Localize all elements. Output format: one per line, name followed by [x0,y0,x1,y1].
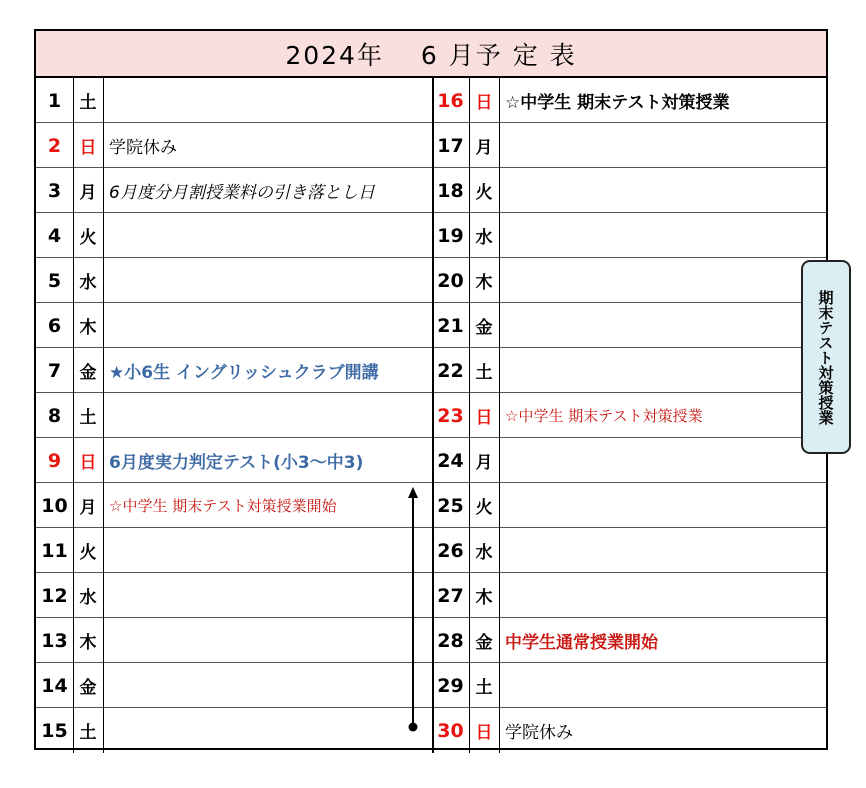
day-number: 5 [47,269,62,292]
event-text [499,573,826,618]
weekday-label: 土 [475,363,493,383]
row-divider [36,347,826,348]
day-number: 2 [47,134,62,157]
weekday-label: 木 [79,318,97,338]
day-number: 9 [47,449,62,472]
weekday-label: 土 [79,408,97,428]
calendar-row-18 [36,168,826,213]
day-number: 23 [437,404,464,427]
event-text [499,123,826,168]
event-text: 中学生通常授業開始 [505,633,658,653]
weekday-label: 土 [475,678,493,698]
calendar-row-28 [36,618,826,663]
weekday-label: 月 [79,498,97,518]
row-divider [36,617,826,618]
row-divider [36,122,826,123]
weekday-label: 金 [475,633,493,653]
day-number: 30 [437,719,464,742]
calendar-row-30 [36,708,826,753]
calendar-row-16 [36,78,826,123]
event-text: 6月度分月割授業料の引き落とし日 [109,183,375,203]
day-number: 8 [47,404,62,427]
row-divider [36,527,826,528]
day-number: 11 [41,539,68,562]
calendar-row-29 [36,663,826,708]
day-number: 3 [47,179,62,202]
column-divider [73,78,74,753]
weekday-label: 火 [475,498,493,518]
event-text [499,483,826,528]
day-number: 16 [437,89,464,112]
day-number: 14 [41,674,68,697]
calendar-row-21 [36,303,826,348]
weekday-label: 水 [79,273,97,293]
weekday-label: 月 [475,138,493,158]
arrow-end-dot [409,723,418,732]
day-number: 4 [47,224,62,247]
row-divider [36,167,826,168]
schedule-sheet [34,29,835,750]
day-number: 26 [437,539,464,562]
weekday-label: 水 [475,228,493,248]
day-number: 27 [437,584,464,607]
calendar-row-24 [36,438,826,483]
row-divider [36,662,826,663]
day-number: 10 [41,494,68,517]
event-text [499,168,826,213]
weekday-label: 日 [79,453,97,473]
weekday-label: 月 [79,183,97,203]
day-number: 21 [437,314,464,337]
weekday-label: 水 [475,543,493,563]
day-number: 7 [47,359,62,382]
row-divider [36,437,826,438]
day-number: 24 [437,449,464,472]
day-number: 22 [437,359,464,382]
calendar-row-22 [36,348,826,393]
weekday-label: 火 [79,228,97,248]
event-text: 学院休み [109,138,177,158]
weekday-label: 日 [475,723,493,743]
calendar-row-27 [36,573,826,618]
weekday-label: 火 [475,183,493,203]
day-number: 15 [41,719,68,742]
weekday-label: 月 [475,453,493,473]
arrow-head-icon [408,487,418,498]
event-text: ☆中学生 期末テスト対策授業開始 [109,497,337,515]
event-text [499,303,826,348]
column-divider [499,78,500,753]
calendar-row-23 [36,393,826,438]
weekday-label: 日 [475,93,493,113]
day-number: 13 [41,629,68,652]
day-number: 29 [437,674,464,697]
day-number: 18 [437,179,464,202]
event-text: ☆中学生 期末テスト対策授業 [505,93,730,113]
weekday-label: 金 [79,678,97,698]
page-title: 2024年 6 月予 定 表 [36,31,826,78]
column-divider [432,78,434,753]
column-divider [469,78,470,753]
row-divider [36,302,826,303]
calendar-row-25 [36,483,826,528]
weekday-label: 木 [79,633,97,653]
row-divider [36,392,826,393]
calendar-row-19 [36,213,826,258]
weekday-label: 土 [79,723,97,743]
badge-label: 期末テスト対策授業 [816,289,835,425]
row-divider [36,572,826,573]
weekday-label: 金 [79,363,97,383]
day-number: 20 [437,269,464,292]
event-text [499,528,826,573]
day-number: 6 [47,314,62,337]
day-number: 12 [41,584,68,607]
weekday-label: 木 [475,273,493,293]
event-text: 6月度実力判定テスト(小3～中3) [109,453,364,473]
day-number: 28 [437,629,464,652]
row-divider [36,707,826,708]
calendar-row-17 [36,123,826,168]
period-arrow [404,487,424,737]
event-text [499,663,826,708]
weekday-label: 火 [79,543,97,563]
calendar-row-26 [36,528,826,573]
event-text [499,213,826,258]
row-divider [36,482,826,483]
calendar-row-20 [36,258,826,303]
day-number: 19 [437,224,464,247]
event-text: ☆中学生 期末テスト対策授業 [505,407,703,425]
column-divider [103,78,104,753]
event-text: ★小6生 イングリッシュクラブ開講 [109,363,379,383]
event-text [499,258,826,303]
event-text [499,438,826,483]
day-number: 25 [437,494,464,517]
weekday-label: 日 [475,408,493,428]
weekday-label: 日 [79,138,97,158]
weekday-label: 土 [79,93,97,113]
exam-prep-badge [801,260,851,454]
row-divider [36,257,826,258]
weekday-label: 金 [475,318,493,338]
weekday-label: 木 [475,588,493,608]
event-text [499,348,826,393]
weekday-label: 水 [79,588,97,608]
row-divider [36,212,826,213]
event-text: 学院休み [505,723,573,743]
day-number: 1 [47,89,62,112]
day-number: 17 [437,134,464,157]
